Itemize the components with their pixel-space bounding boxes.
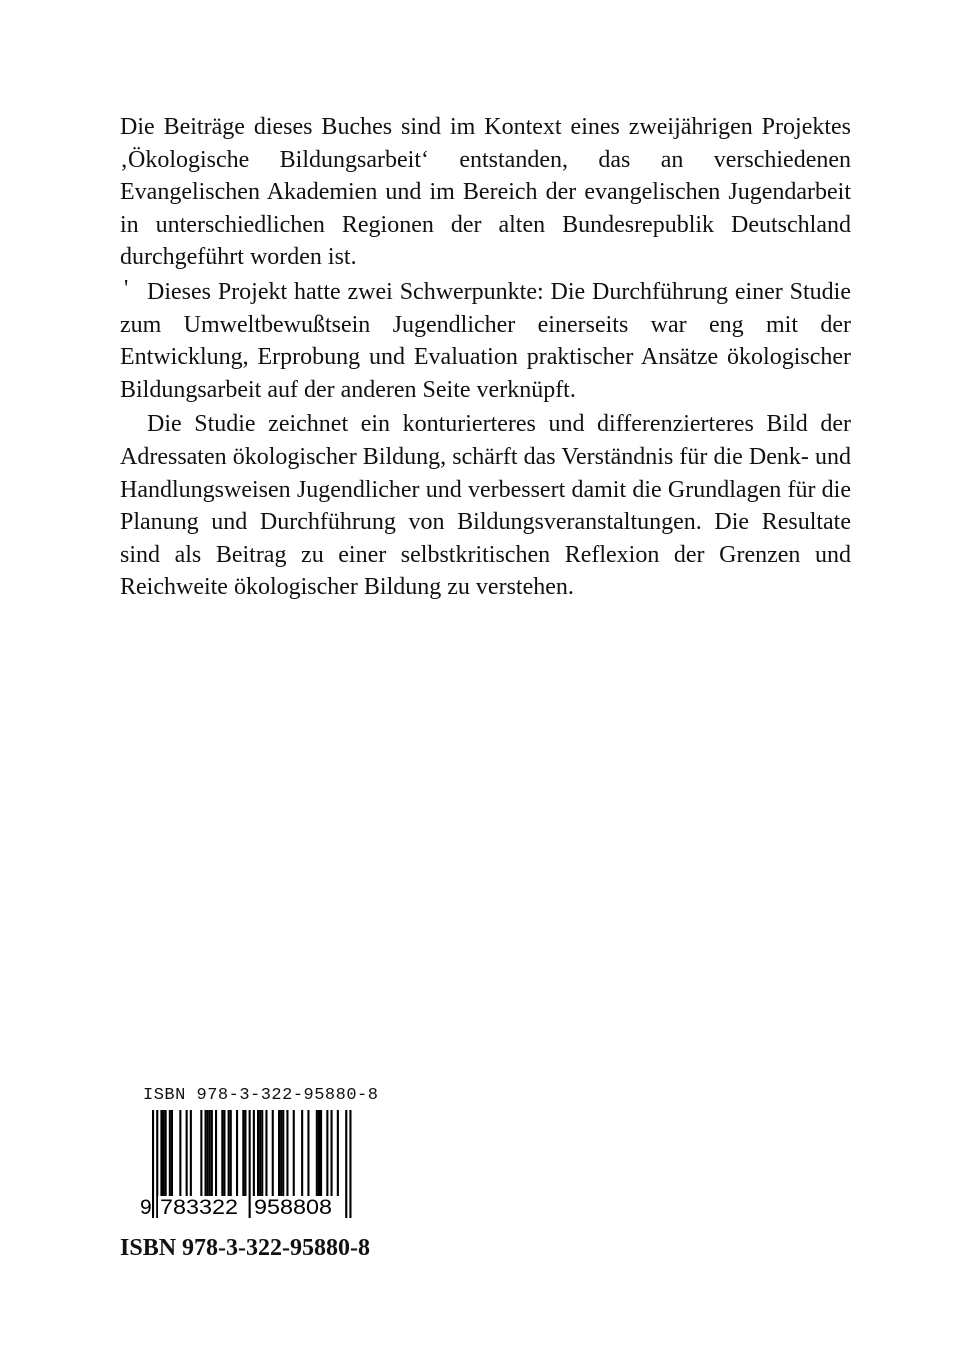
paragraph-2: Dieses Projekt hatte zwei Schwerpunkte: Die Durchführung einer Studie zum Umweltbewußtsein Jugendlicher einerseits war eng mit der Entwicklung, Erprobung und Evaluation praktischer Ansätze ökologischer Bildungsarbeit auf der anderen Seite verknüpft.	[120, 278, 851, 403]
barcode-bar	[221, 1110, 223, 1196]
barcode-bar	[337, 1110, 339, 1196]
barcode-right-digits: 958808	[254, 1196, 332, 1219]
barcode-left-digits: 783322	[160, 1196, 238, 1219]
isbn-barcode	[138, 1110, 368, 1232]
barcode-bar	[223, 1110, 225, 1196]
barcode-bar	[163, 1110, 165, 1196]
barcode-bar	[211, 1110, 213, 1196]
barcode-bar	[301, 1110, 303, 1196]
barcode-bar	[318, 1110, 320, 1196]
barcode-bar	[152, 1110, 154, 1218]
barcode-bar	[293, 1110, 295, 1196]
barcode-bar	[278, 1110, 280, 1196]
barcode-bar	[326, 1110, 328, 1196]
barcode-bar	[207, 1110, 209, 1196]
paragraph-3: Die Studie zeichnet ein konturierteres und differenzierteres Bild der Adressaten ökologischer Bildung, schärft das Verständnis für die Denk- und Handlungsweisen Jugendlicher und verbessert damit die Grundlagen für die Planung und Durchführung von Bildungsveranstaltungen. Die Resultate sind als Beitrag zu einer selbstkritischen Reflexion der Grenzen und Reichweite ökologischer Bildung zu verstehen.	[120, 411, 851, 601]
barcode-bar	[259, 1110, 261, 1196]
barcode-bar	[257, 1110, 259, 1196]
barcode-bar	[209, 1110, 211, 1196]
barcode-bar	[236, 1110, 238, 1196]
barcode-bar	[190, 1110, 192, 1196]
stray-print-mark: '	[124, 276, 129, 302]
blurb-text	[120, 111, 851, 606]
barcode-bar	[200, 1110, 202, 1196]
barcode-bar	[160, 1110, 162, 1196]
barcode-bar	[286, 1110, 288, 1196]
barcode-bar	[249, 1110, 251, 1218]
barcode-bar	[280, 1110, 282, 1196]
barcode-bar	[215, 1110, 217, 1196]
barcode-bar	[265, 1110, 267, 1196]
barcode-bar	[228, 1110, 230, 1196]
barcode-bar	[345, 1110, 347, 1218]
barcode-bar	[242, 1110, 244, 1196]
barcode-bar	[331, 1110, 333, 1196]
barcode-bar	[156, 1110, 158, 1218]
barcode-bar	[307, 1110, 309, 1196]
barcode-bar	[171, 1110, 173, 1196]
barcode-bar	[169, 1110, 171, 1196]
barcode-bar	[261, 1110, 263, 1196]
barcode-bar	[205, 1110, 207, 1196]
barcode-bar	[320, 1110, 322, 1196]
barcode-bar	[230, 1110, 232, 1196]
barcode-bar	[316, 1110, 318, 1196]
barcode-bar	[272, 1110, 274, 1196]
paragraph-1: Die Beiträge dieses Buches sind im Kontext eines zweijährigen Projektes ‚Ökologische Bildungsarbeit‘ entstanden, das an verschiedenen Evangelischen Akademien und im Bereich der evangelischen Jugendarbeit in unterschiedlichen Regionen der alten Bundesrepublik Deutschland durchgeführt worden ist.	[120, 114, 851, 271]
barcode-lead-digit: 9	[140, 1196, 152, 1219]
barcode-bar	[179, 1110, 181, 1196]
barcode-bar	[282, 1110, 284, 1196]
barcode-bar	[244, 1110, 246, 1196]
barcode-bar	[165, 1110, 167, 1196]
barcode-bar	[349, 1110, 351, 1218]
barcode-bar	[186, 1110, 188, 1196]
barcode-isbn-label: ISBN 978-3-322-95880-8	[143, 1086, 379, 1105]
isbn-number: ISBN 978-3-322-95880-8	[120, 1235, 370, 1261]
